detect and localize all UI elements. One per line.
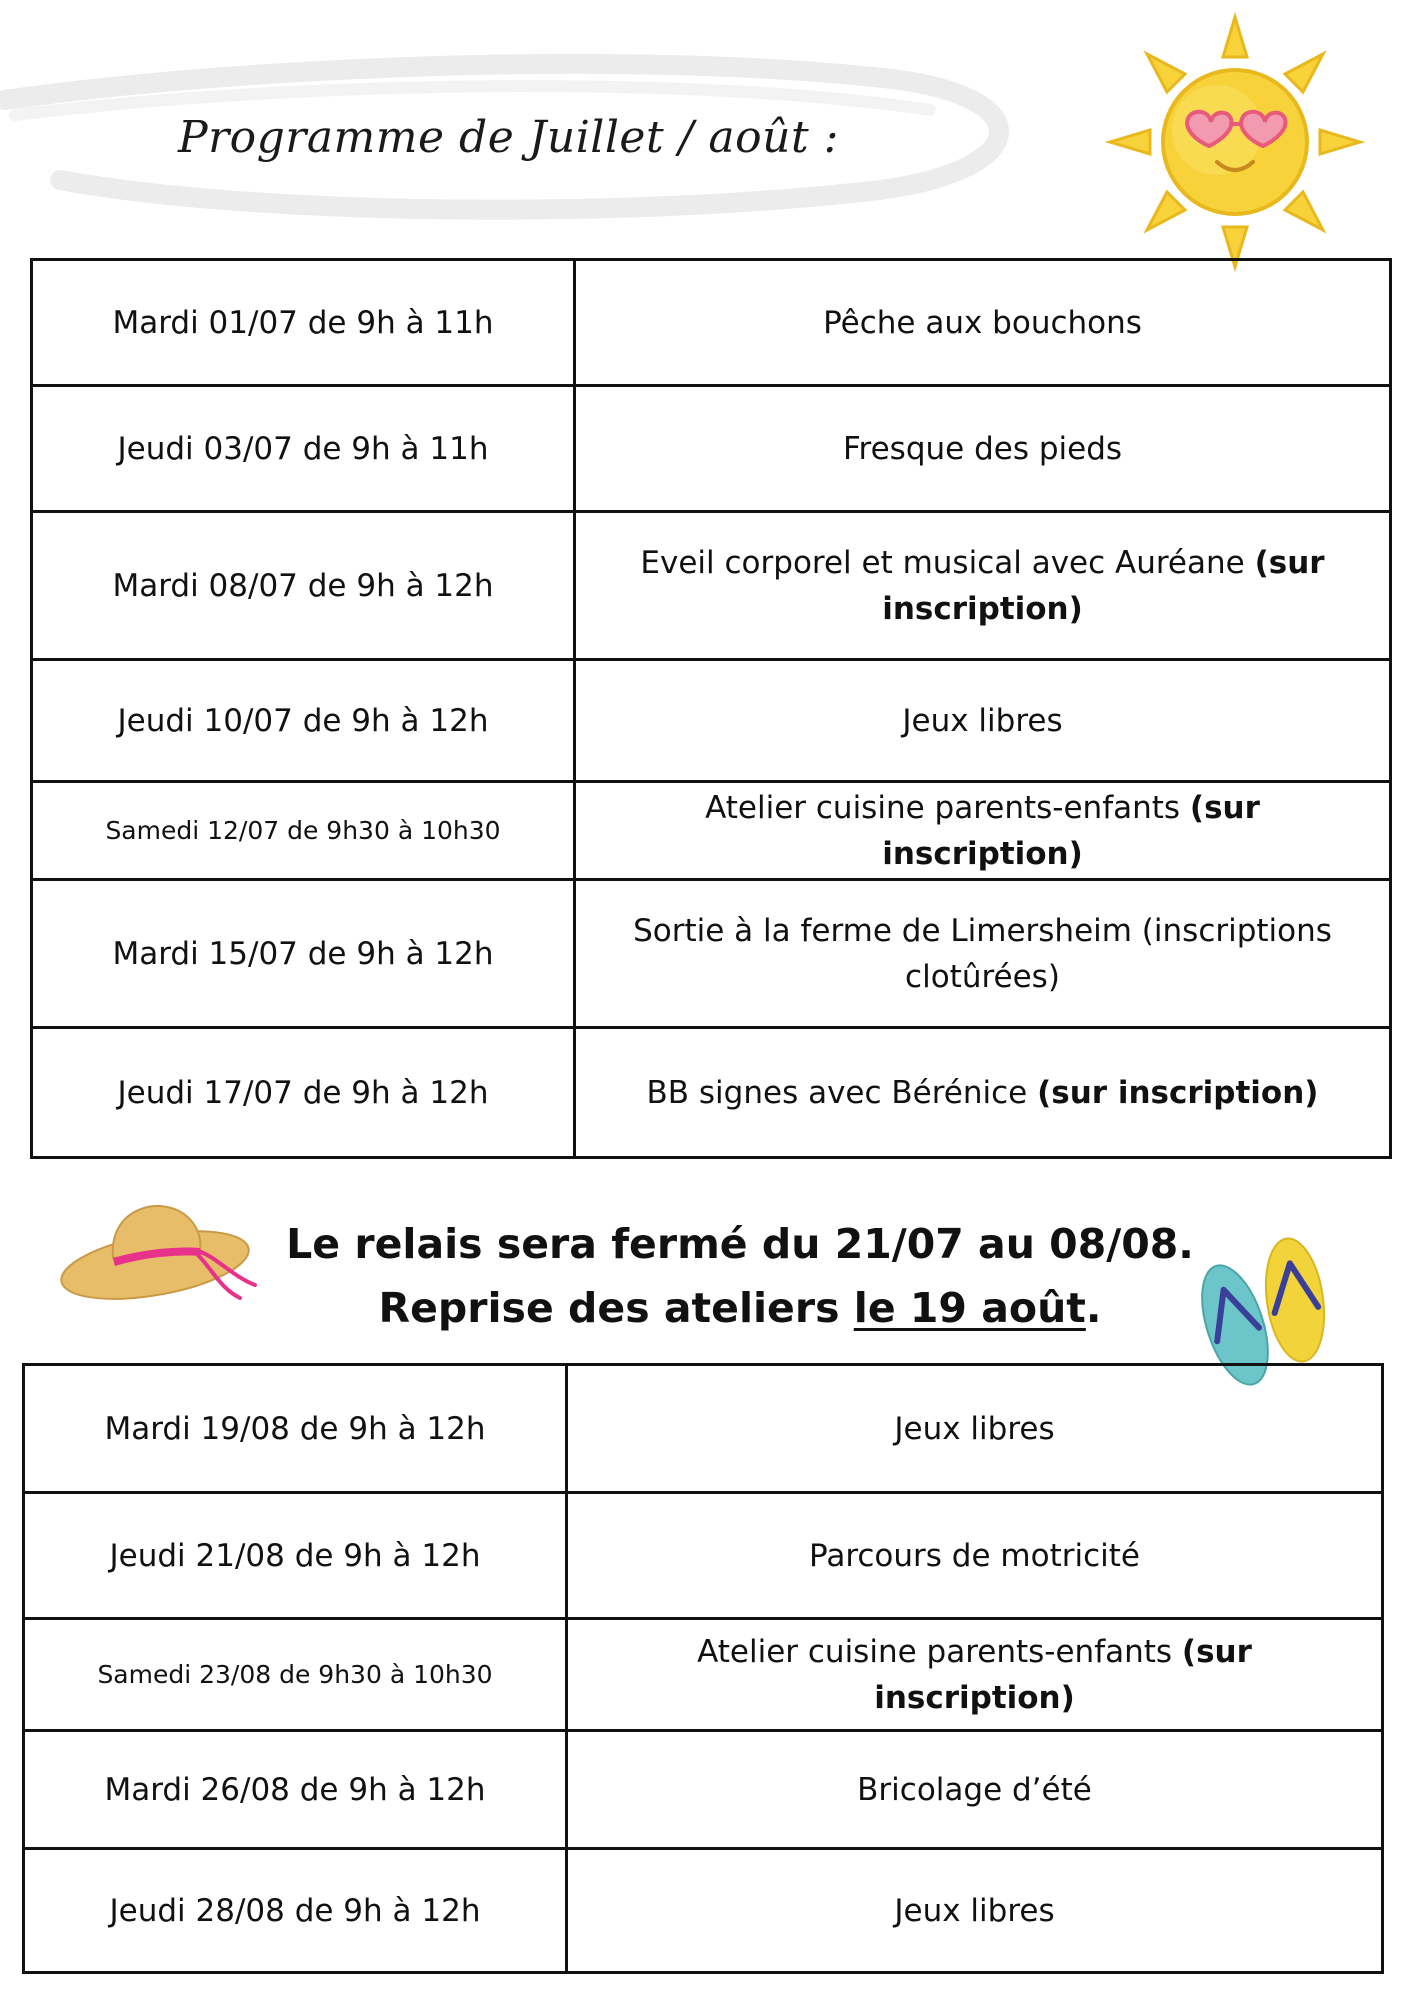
activity-text: Jeux libres [902, 702, 1063, 739]
activity-text: Pêche aux bouchons [823, 304, 1142, 341]
activity-text: Eveil corporel et musical avec Auréane [640, 544, 1245, 581]
table-row [24, 1849, 1383, 1973]
registration-tag: (sur inscription) [882, 544, 1325, 627]
schedule-table-juillet [30, 258, 1392, 1159]
activity-cell [575, 782, 1391, 880]
table-row [24, 1731, 1383, 1849]
resume-suffix: . [1085, 1284, 1102, 1332]
table-row [24, 1619, 1383, 1731]
date-cell: Jeudi 03/07 de 9h à 11h [32, 386, 575, 512]
date-cell: Mardi 26/08 de 9h à 12h [24, 1731, 567, 1849]
registration-tag: (sur inscription) [874, 1633, 1252, 1716]
date-cell: Samedi 12/07 de 9h30 à 10h30 [32, 782, 575, 880]
date-cell: Mardi 19/08 de 9h à 12h [24, 1365, 567, 1493]
page-title: Programme de Juillet / août : [178, 112, 839, 163]
date-cell: Jeudi 17/07 de 9h à 12h [32, 1028, 575, 1158]
activity-text: Sortie à la ferme de Limersheim (inscriptions clotûrées) [633, 912, 1332, 995]
activity-cell [567, 1731, 1383, 1849]
activity-cell [567, 1619, 1383, 1731]
date-cell: Jeudi 10/07 de 9h à 12h [32, 660, 575, 782]
table-row [32, 386, 1391, 512]
activity-cell [575, 512, 1391, 660]
activity-cell [575, 386, 1391, 512]
straw-hat-icon [55, 1200, 275, 1310]
activity-cell [567, 1365, 1383, 1493]
table-row [32, 512, 1391, 660]
table-row [32, 660, 1391, 782]
schedule-table-aout [22, 1363, 1384, 1974]
title-area [0, 40, 1040, 230]
activity-cell [567, 1493, 1383, 1619]
activity-cell [575, 260, 1391, 386]
date-cell: Mardi 01/07 de 9h à 11h [32, 260, 575, 386]
date-cell: Samedi 23/08 de 9h30 à 10h30 [24, 1619, 567, 1731]
resume-line [260, 1276, 1220, 1340]
activity-text: Jeux libres [894, 1892, 1055, 1929]
activity-text: BB signes avec Bérénice [646, 1074, 1028, 1111]
table-row [24, 1365, 1383, 1493]
activity-text: Atelier cuisine parents-enfants [697, 1633, 1173, 1670]
resume-date: le 19 août [853, 1284, 1086, 1332]
table-row [32, 880, 1391, 1028]
closure-notice [260, 1212, 1220, 1340]
activity-text: Atelier cuisine parents-enfants [705, 789, 1181, 826]
resume-prefix: Reprise des ateliers [378, 1284, 840, 1332]
activity-text: Bricolage d’été [857, 1771, 1092, 1808]
table-row [32, 782, 1391, 880]
date-cell: Mardi 15/07 de 9h à 12h [32, 880, 575, 1028]
activity-cell [575, 880, 1391, 1028]
activity-cell [567, 1849, 1383, 1973]
activity-text: Parcours de motricité [809, 1537, 1140, 1574]
table-row [32, 1028, 1391, 1158]
closure-line: Le relais sera fermé du 21/07 au 08/08. [286, 1220, 1194, 1268]
date-cell: Jeudi 21/08 de 9h à 12h [24, 1493, 567, 1619]
activity-text: Jeux libres [894, 1410, 1055, 1447]
registration-tag: (sur inscription) [1037, 1074, 1319, 1111]
activity-text: Fresque des pieds [842, 430, 1123, 467]
sun-with-heart-glasses-icon [1105, 12, 1365, 272]
registration-tag: (sur inscription) [882, 789, 1260, 872]
table-row [24, 1493, 1383, 1619]
activity-cell [575, 660, 1391, 782]
date-cell: Jeudi 28/08 de 9h à 12h [24, 1849, 567, 1973]
date-cell: Mardi 08/07 de 9h à 12h [32, 512, 575, 660]
table-row [32, 260, 1391, 386]
activity-cell [575, 1028, 1391, 1158]
